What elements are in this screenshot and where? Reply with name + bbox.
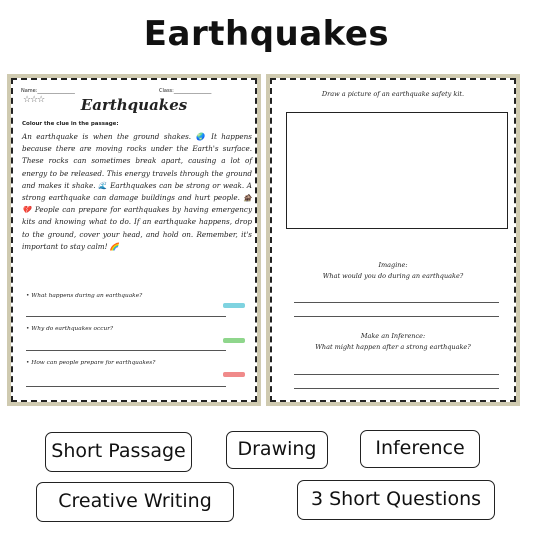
drawing-prompt: Draw a picture of an earthquake safety kit.	[321, 90, 465, 98]
inference-question: What might happen after a strong earthquake?	[315, 343, 471, 351]
question-3: • How can people prepare for earthquakes?	[26, 360, 156, 366]
worksheet-title: Earthquakes	[80, 96, 188, 114]
class-field-label: Class:_______________	[159, 88, 212, 94]
question-2: • Why do earthquakes occur?	[26, 326, 114, 332]
inference-heading: Make an Inference:	[360, 332, 426, 340]
tag-short-questions: 3 Short Questions	[297, 480, 495, 520]
crayon-icon-blue	[223, 303, 245, 308]
imagine-question: What would you do during an earthquake?	[322, 272, 464, 280]
rating-stars: ☆☆☆	[23, 95, 45, 105]
worksheet-sheet	[270, 78, 516, 402]
answer-line	[294, 316, 499, 317]
crayon-icon-green	[223, 338, 245, 343]
page-title: Earthquakes	[143, 14, 390, 54]
tag-drawing: Drawing	[226, 431, 328, 469]
instruction-text: Colour the clue in the passage:	[22, 121, 119, 127]
reading-passage: An earthquake is when the ground shakes. 🌏 It happens because there are moving rocks under the Earth's surface. These rocks can sometimes break apart, causing a lot of energy to be released. This energy travels through the ground and makes it shake. 🌊 Earthquakes can be strong or weak. A strong earthquake can damage buildings and hurt people. 🏚️💔 People can prepare for earthquakes by having emergency kits and knowing what to do. If an earthquake happens, drop to the ground, cover your head, and hold on. Remember, it's important to stay calm! 🌈	[22, 132, 252, 251]
answer-line	[294, 388, 499, 389]
tag-creative-writing: Creative Writing	[36, 482, 234, 522]
answer-line	[26, 386, 226, 387]
answer-line	[294, 302, 499, 303]
answer-line	[26, 316, 226, 317]
imagine-heading: Imagine:	[378, 261, 408, 269]
answer-line	[26, 350, 226, 351]
question-1: • What happens during an earthquake?	[26, 293, 143, 299]
worksheet-sheet	[11, 78, 257, 402]
crayon-icon-red	[223, 372, 245, 377]
worksheet-page-activities	[266, 74, 520, 406]
answer-line	[294, 374, 499, 375]
name-field-label: Name:_______________	[21, 88, 75, 94]
tag-short-passage: Short Passage	[45, 432, 192, 472]
worksheet-page-reading	[7, 74, 261, 406]
drawing-box	[286, 112, 508, 229]
tag-inference: Inference	[360, 430, 480, 468]
